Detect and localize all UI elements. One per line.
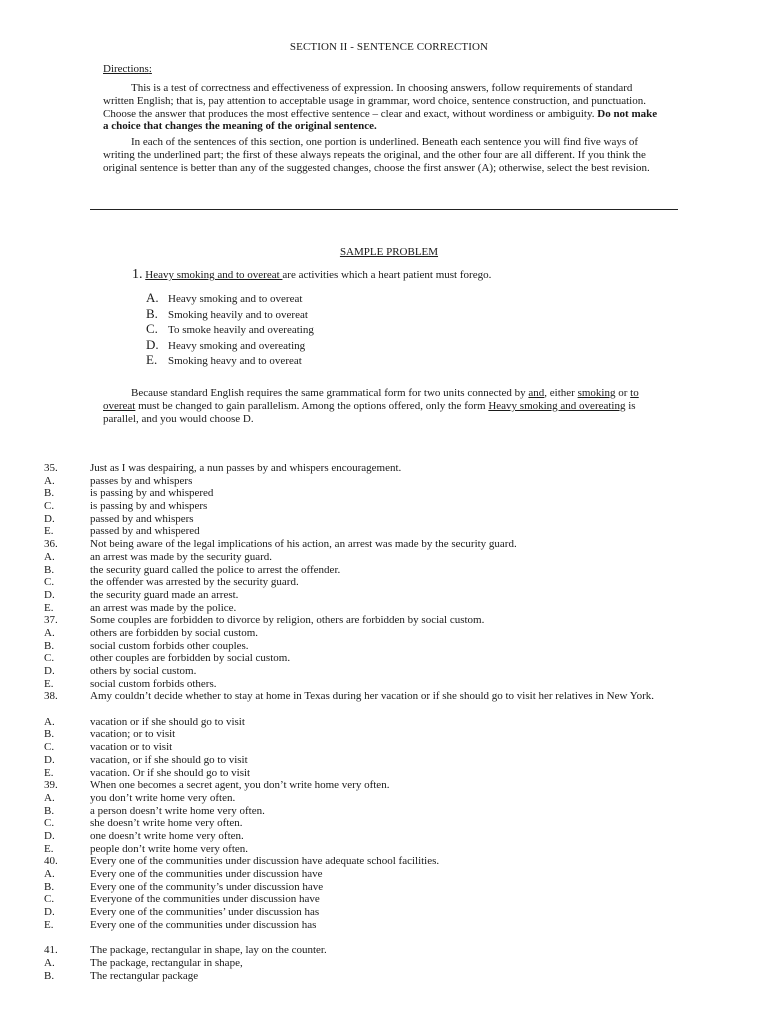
option-text: social custom forbids other couples. — [90, 639, 249, 652]
answer-option — [44, 513, 724, 526]
option-text: the security guard called the police to arrest the offender. — [90, 563, 341, 576]
question-number: 41. — [44, 944, 58, 957]
option-text: is passing by and whispers — [90, 500, 208, 513]
option-letter: B. — [44, 487, 55, 500]
option-text: Every one of the communities under discussion has — [90, 918, 317, 931]
question-number: 38. — [44, 690, 58, 703]
directions-paragraph-1 — [103, 82, 663, 133]
answer-option — [44, 678, 724, 691]
option-text: Every one of the communities’ under discussion has — [90, 906, 320, 919]
answer-option — [44, 830, 724, 843]
option-letter: D. — [44, 906, 55, 919]
option-text: The package, rectangular in shape, — [90, 956, 243, 969]
answer-option — [44, 754, 724, 767]
option-letter: D. — [44, 829, 55, 842]
question-text: Every one of the communities under discussion have adequate school facilities. — [90, 855, 440, 868]
option-text: Every one of the community’s under discussion have — [90, 880, 324, 893]
question-number: 35. — [44, 462, 58, 474]
option-letter: E. — [44, 918, 54, 931]
question-row — [44, 538, 724, 551]
option-letter: C. — [44, 741, 55, 754]
answer-option — [44, 487, 724, 500]
option-text: other couples are forbidden by social custom. — [90, 652, 291, 665]
answer-option — [44, 728, 724, 741]
section-title: SECTION II - SENTENCE CORRECTION — [289, 41, 489, 53]
option-letter: D. — [44, 753, 55, 766]
sample-heading: SAMPLE PROBLEM — [339, 246, 439, 258]
question-text: Not being aware of the legal implications of his action, an arrest was made by the security guard. — [90, 538, 517, 551]
answer-option — [44, 970, 724, 983]
answer-option — [44, 640, 724, 653]
answer-option — [44, 627, 724, 640]
option-letter: C. — [44, 893, 55, 906]
sample-underlined: Heavy smoking and to overeat — [145, 269, 283, 281]
option-text: vacation; or to visit — [90, 728, 176, 741]
directions-text-2: In each of the sentences of this section, one portion is underlined. Beneath each sentence you will find five ways of writing the underlined part; the first of these always repeats the original, and the other four are all different. If you think the original sentence is better than any of the suggested changes, choose the first answer (A); otherwise, select the best revision. — [103, 136, 650, 174]
option-letter: B. — [44, 804, 55, 817]
sample-rest: are activities which a heart patient must forego. — [282, 269, 492, 281]
question-row — [44, 690, 724, 715]
option-letter: E. — [44, 677, 54, 690]
option-letter: E. — [44, 525, 54, 538]
question-text: Amy couldn’t decide whether to stay at home in Texas during her vacation or if she should go to visit her relatives in New York. — [90, 690, 654, 703]
option-letter: A. — [44, 791, 55, 804]
option-text: vacation or to visit — [90, 741, 173, 754]
option-letter: A. — [44, 868, 55, 881]
answer-option — [44, 805, 724, 818]
answer-option — [44, 475, 724, 488]
answer-option — [44, 843, 724, 856]
option-letter: A. — [44, 626, 55, 639]
option-text: Every one of the communities under discussion have — [90, 868, 323, 881]
answer-option — [44, 576, 724, 589]
option-text: Everyone of the communities under discussion have — [90, 893, 320, 906]
question-text: When one becomes a secret agent, you don’t write home very often. — [90, 779, 390, 792]
option-text: she doesn’t write home very often. — [90, 817, 243, 830]
answer-option — [44, 525, 724, 538]
answer-option — [44, 564, 724, 577]
option-letter: E. — [44, 766, 54, 779]
option-text: The rectangular package — [90, 969, 199, 982]
option-letter: A. — [44, 956, 55, 969]
sample-explanation: Because standard English requires the same grammatical form for two units connected by and, either smoking or to overeat must be changed to gain parallelism. Among the options offered, only the form Heavy smoking and overeating is parallel, and you would choose D. — [103, 387, 639, 425]
option-letter: C. — [44, 500, 55, 513]
option-text: vacation or if she should go to visit — [90, 715, 245, 728]
sample-option: A. Heavy smoking and to overeat — [146, 290, 303, 305]
option-letter: D. — [44, 665, 55, 677]
option-letter: D. — [44, 512, 55, 525]
option-text: an arrest was made by the security guard. — [90, 550, 273, 563]
question-text: Some couples are forbidden to divorce by religion, others are forbidden by social custom. — [90, 614, 485, 627]
option-letter: E. — [44, 842, 54, 855]
option-letter: E. — [44, 601, 54, 614]
question-row — [44, 944, 724, 957]
option-text: a person doesn’t write home very often. — [90, 804, 265, 817]
question-row — [44, 779, 724, 792]
answer-option — [44, 893, 724, 906]
answer-option — [44, 906, 724, 919]
option-letter: A. — [44, 550, 55, 563]
option-text: people don’t write home very often. — [90, 842, 249, 855]
answer-option — [44, 500, 724, 513]
directions-paragraph-2 — [103, 136, 663, 174]
option-letter: C. — [44, 817, 55, 830]
sample-option: E. Smoking heavy and to overeat — [146, 352, 302, 367]
sample-option: C. To smoke heavily and overeating — [146, 321, 314, 336]
option-letter: B. — [44, 639, 55, 652]
question-text: The package, rectangular in shape, lay on the counter. — [90, 944, 327, 957]
question-text: Just as I was despairing, a nun passes by and whispers encouragement. — [90, 462, 402, 474]
option-text: the security guard made an arrest. — [90, 588, 239, 601]
option-letter: A. — [44, 474, 55, 487]
option-text: vacation. Or if she should go to visit — [90, 766, 251, 779]
option-text: you don’t write home very often. — [90, 791, 236, 804]
sample-option: D. Heavy smoking and overeating — [146, 336, 306, 352]
option-text: passed by and whispers — [90, 512, 194, 525]
option-text: the offender was arrested by the security guard. — [90, 576, 299, 589]
directions-label: Directions: — [103, 63, 152, 75]
option-letter: C. — [44, 652, 55, 665]
option-text: one doesn’t write home very often. — [90, 829, 244, 842]
spacer — [44, 931, 724, 944]
option-letter: D. — [44, 588, 55, 601]
question-number: 39. — [44, 779, 58, 792]
sample-option: B. Smoking heavily and to overeat — [146, 305, 308, 321]
option-letter: B. — [44, 880, 55, 893]
option-text: others are forbidden by social custom. — [90, 626, 259, 639]
question-number: 36. — [44, 538, 58, 551]
answer-option — [44, 919, 724, 932]
option-letter: A. — [44, 715, 55, 728]
answer-option — [44, 881, 724, 894]
question-number: 37. — [44, 614, 58, 627]
answer-option — [44, 551, 724, 564]
question-row — [44, 462, 724, 475]
option-text: social custom forbids others. — [90, 677, 217, 690]
answer-option — [44, 792, 724, 805]
sample-number: 1. — [132, 267, 143, 282]
answer-option — [44, 817, 724, 830]
option-letter: C. — [44, 576, 55, 589]
answer-option — [44, 589, 724, 602]
question-list — [44, 462, 724, 982]
answer-option — [44, 716, 724, 729]
question-number: 40. — [44, 855, 58, 868]
answer-option — [44, 957, 724, 970]
question-row — [44, 855, 724, 868]
option-text: an arrest was made by the police. — [90, 601, 237, 614]
directions-bold-note: Do not make a choice that changes the meaning of the original sentence. — [103, 107, 658, 133]
option-text: passed by and whispered — [90, 525, 200, 538]
option-letter: B. — [44, 563, 55, 576]
option-letter: B. — [44, 969, 55, 982]
option-text: is passing by and whispered — [90, 487, 214, 500]
question-row — [44, 614, 724, 627]
answer-option — [44, 767, 724, 780]
answer-option — [44, 602, 724, 615]
option-text: others by social custom. — [90, 665, 197, 677]
sample-question — [132, 267, 491, 283]
directions-text-1: This is a test of correctness and effectiveness of expression. In choosing answers, follow requirements of standard written English; that is, pay attention to acceptable usage in grammar, word choice, sentence construction, and punctuation. Choose the answer that produces the most effective sentence – clear and exact, without wordiness or ambiguity. — [103, 82, 646, 120]
option-text: passes by and whispers — [90, 474, 193, 487]
answer-option — [44, 868, 724, 881]
divider-line — [90, 209, 678, 210]
answer-option — [44, 665, 724, 678]
option-letter: B. — [44, 728, 55, 741]
answer-option — [44, 741, 724, 754]
option-text: vacation, or if she should go to visit — [90, 753, 248, 766]
sample-options — [146, 290, 314, 368]
answer-option — [44, 652, 724, 665]
